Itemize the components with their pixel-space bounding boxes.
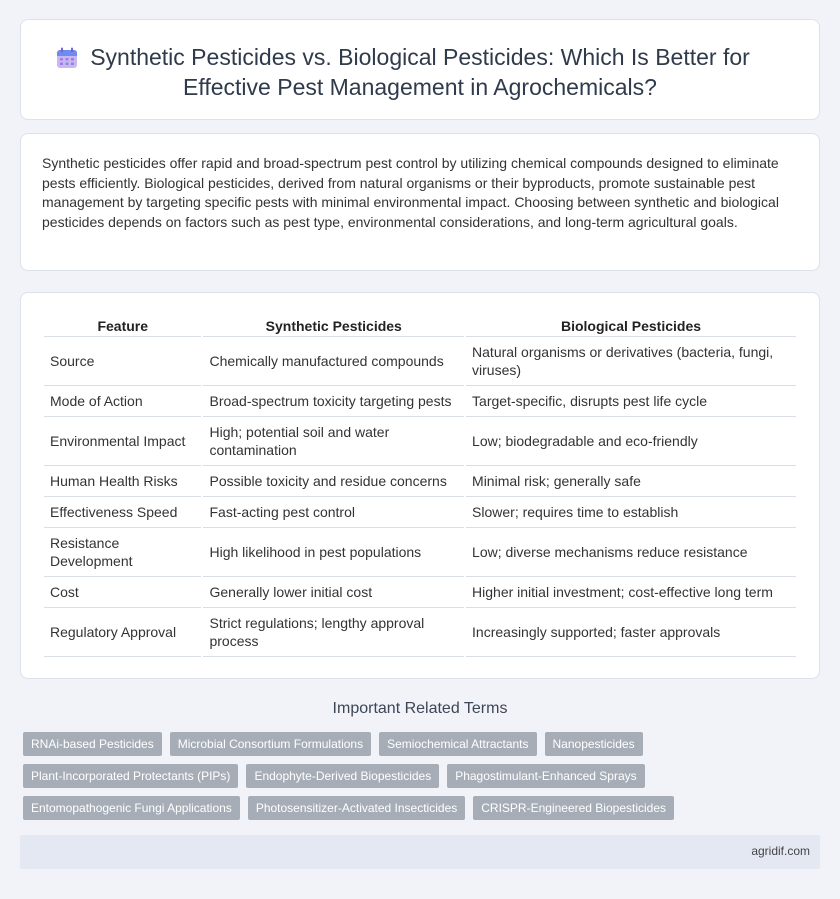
table-row bbox=[44, 466, 796, 497]
comparison-table bbox=[42, 313, 798, 657]
table-row bbox=[44, 497, 796, 528]
related-term-tag[interactable]: Microbial Consortium Formulations bbox=[170, 732, 371, 756]
table-cell-biological: Low; diverse mechanisms reduce resistance bbox=[466, 528, 796, 577]
related-term-tag[interactable]: RNAi-based Pesticides bbox=[23, 732, 162, 756]
header-synthetic: Synthetic Pesticides bbox=[203, 313, 464, 337]
page-title-line-1: Synthetic Pesticides vs. Biological Pesticides: Which Is Better for bbox=[90, 44, 750, 70]
page-title-line-2: Effective Pest Management in Agrochemicals? bbox=[183, 74, 657, 100]
table-cell-feature: Human Health Risks bbox=[44, 466, 201, 497]
related-term-tag[interactable]: Nanopesticides bbox=[545, 732, 643, 756]
table-row bbox=[44, 337, 796, 386]
table-cell-biological: Higher initial investment; cost-effective long term bbox=[466, 577, 796, 608]
table-cell-feature: Regulatory Approval bbox=[44, 608, 201, 657]
table-header-row bbox=[44, 313, 796, 337]
table-cell-synthetic: Chemically manufactured compounds bbox=[203, 337, 464, 386]
related-term-tag[interactable]: Plant-Incorporated Protectants (PIPs) bbox=[23, 764, 238, 788]
title-card bbox=[20, 19, 820, 120]
table-row bbox=[44, 386, 796, 417]
related-terms-list bbox=[23, 732, 823, 828]
table-cell-feature: Source bbox=[44, 337, 201, 386]
table-cell-biological: Minimal risk; generally safe bbox=[466, 466, 796, 497]
table-cell-biological: Low; biodegradable and eco-friendly bbox=[466, 417, 796, 466]
header-biological: Biological Pesticides bbox=[466, 313, 796, 337]
related-term-tag[interactable]: Photosensitizer-Activated Insecticides bbox=[248, 796, 465, 820]
related-term-tag[interactable]: Entomopathogenic Fungi Applications bbox=[23, 796, 240, 820]
table-cell-synthetic: Broad-spectrum toxicity targeting pests bbox=[203, 386, 464, 417]
table-cell-synthetic: Possible toxicity and residue concerns bbox=[203, 466, 464, 497]
table-row bbox=[44, 608, 796, 657]
comparison-card bbox=[20, 292, 820, 679]
table-cell-feature: Resistance Development bbox=[44, 528, 201, 577]
header-feature: Feature bbox=[44, 313, 201, 337]
page-title bbox=[21, 42, 819, 102]
table-cell-synthetic: Strict regulations; lengthy approval process bbox=[203, 608, 464, 657]
related-term-tag[interactable]: CRISPR-Engineered Biopesticides bbox=[473, 796, 674, 820]
footer-site-link[interactable]: agridif.com bbox=[751, 844, 810, 858]
table-cell-biological: Increasingly supported; faster approvals bbox=[466, 608, 796, 657]
intro-card bbox=[20, 133, 820, 271]
table-cell-feature: Mode of Action bbox=[44, 386, 201, 417]
table-cell-feature: Effectiveness Speed bbox=[44, 497, 201, 528]
table-cell-synthetic: High; potential soil and water contamination bbox=[203, 417, 464, 466]
table-cell-synthetic: High likelihood in pest populations bbox=[203, 528, 464, 577]
table-cell-feature: Environmental Impact bbox=[44, 417, 201, 466]
intro-paragraph: Synthetic pesticides offer rapid and broad-spectrum pest control by utilizing chemical compounds designed to eliminate pests efficiently. Biological pesticides, derived from natural organisms or their byproducts, promote sustainable pest management by targeting specific pests with minimal environmental impact. Choosing between synthetic and biological pesticides depends on factors such as pest type, environmental considerations, and long-term agricultural goals. bbox=[42, 155, 779, 230]
footer bbox=[20, 835, 820, 869]
related-terms-heading: Important Related Terms bbox=[332, 700, 508, 717]
table-cell-biological: Natural organisms or derivatives (bacteria, fungi, viruses) bbox=[466, 337, 796, 386]
table-cell-biological: Target-specific, disrupts pest life cycle bbox=[466, 386, 796, 417]
related-term-tag[interactable]: Semiochemical Attractants bbox=[379, 732, 536, 756]
table-cell-biological: Slower; requires time to establish bbox=[466, 497, 796, 528]
table-cell-synthetic: Generally lower initial cost bbox=[203, 577, 464, 608]
related-term-tag[interactable]: Endophyte-Derived Biopesticides bbox=[246, 764, 439, 788]
table-cell-synthetic: Fast-acting pest control bbox=[203, 497, 464, 528]
table-row bbox=[44, 577, 796, 608]
table-cell-feature: Cost bbox=[44, 577, 201, 608]
table-row bbox=[44, 417, 796, 466]
related-term-tag[interactable]: Phagostimulant-Enhanced Sprays bbox=[447, 764, 644, 788]
table-row bbox=[44, 528, 796, 577]
